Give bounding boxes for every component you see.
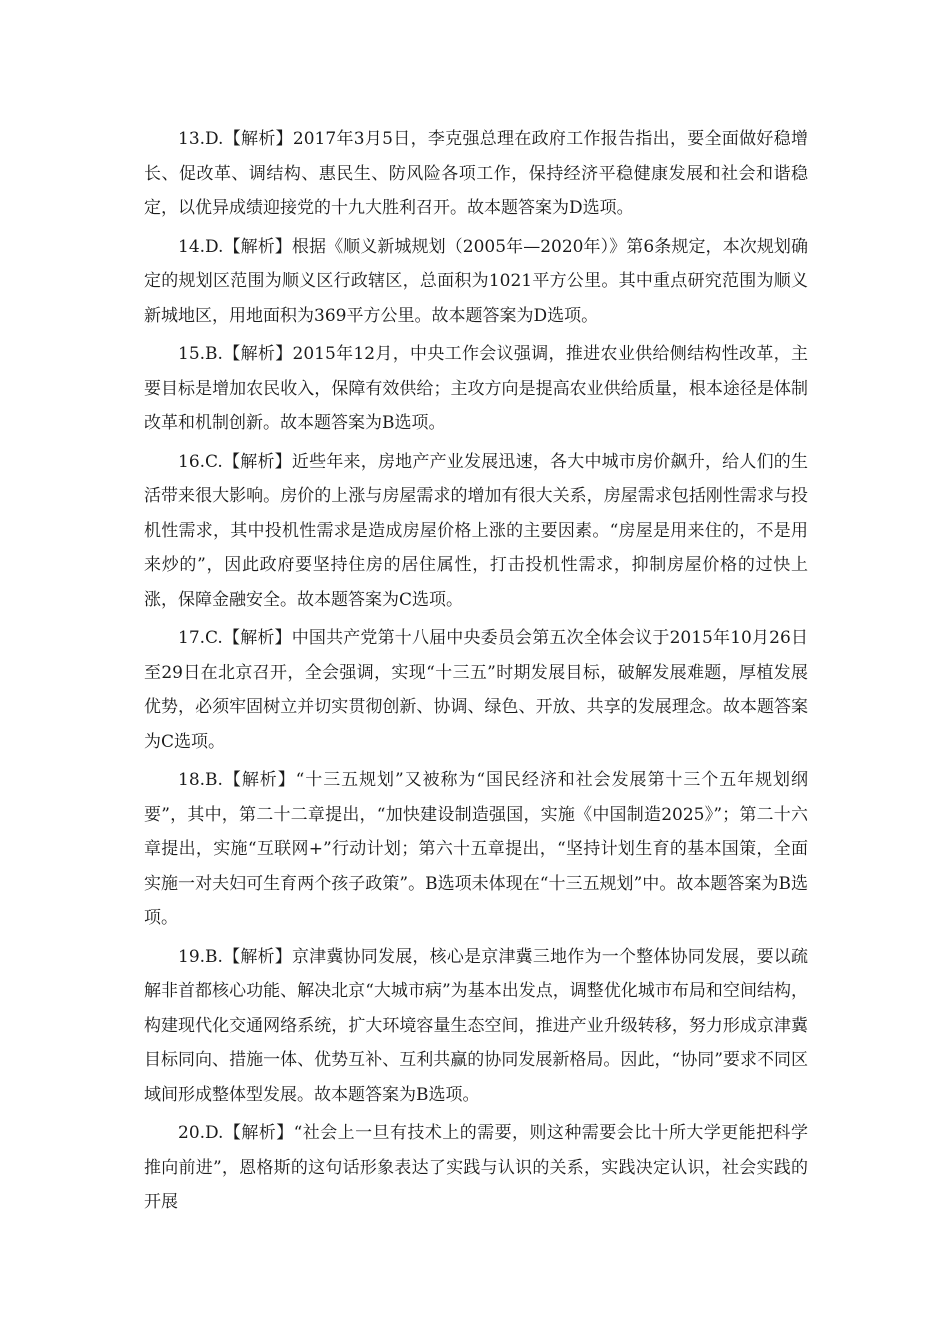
answer-13-explanation: 13.D.【解析】2017年3月5日，李克强总理在政府工作报告指出，要全面做好稳增长、促改革、调结构、惠民生、防风险各项工作，保持经济平稳健康发展和社会和谐稳定，以优异成绩迎接党的十九大胜利召开。故本题答案为D选项。 (144, 129, 808, 218)
answer-14-explanation: 14.D.【解析】根据《顺义新城规划（2005年—2020年）》第6条规定，本次规划确定的规划区范围为顺义区行政辖区，总面积为1021平方公里。其中重点研究范围为顺义新城地区，用地面积为369平方公里。故本题答案为D选项。 (144, 236, 808, 326)
answer-16-explanation: 16.C.【解析】近些年来，房地产产业发展迅速，各大中城市房价飙升，给人们的生活带来很大影响。房价的上涨与房屋需求的增加有很大关系，房屋需求包括刚性需求与投机性需求，其中投机性需求是造成房屋价格上涨的主要因素。“房屋是用来住的，不是用来炒的”，因此政府要坚持住房的居住属性，打击投机性需求，抑制房屋价格的过快上涨，保障金融安全。故本题答案为C选项。 (144, 451, 808, 610)
answer-15-explanation: 15.B.【解析】2015年12月，中央工作会议强调，推进农业供给侧结构性改革，主要目标是增加农民收入，保障有效供给；主攻方向是提高农业供给质量，根本途径是体制改革和机制创新。故本题答案为B选项。 (144, 344, 808, 433)
answer-explanations (144, 122, 808, 1220)
answer-17-explanation: 17.C.【解析】中国共产党第十八届中央委员会第五次全体会议于2015年10月26日至29日在北京召开，全会强调，实现“十三五”时期发展目标，破解发展难题，厚植发展优势，必须牢固树立并切实贯彻创新、协调、绿色、开放、共享的发展理念。故本题答案为C选项。 (144, 628, 808, 752)
answer-20-explanation: 20.D.【解析】“社会上一旦有技术上的需要，则这种需要会比十所大学更能把科学推向前进”，恩格斯的这句话形象表达了实践与认识的关系，实践决定认识，社会实践的开展 (144, 1123, 808, 1212)
answer-18-explanation: 18.B.【解析】“十三五规划”又被称为“国民经济和社会发展第十三个五年规划纲要”，其中，第二十二章提出，“加快建设制造强国，实施《中国制造2025》”；第二十六章提出，实施“互联网+”行动计划；第六十五章提出，“坚持计划生育的基本国策，全面实施一对夫妇可生育两个孩子政策”。B选项未体现在“十三五规划”中。故本题答案为B选项。 (144, 770, 808, 928)
answer-19-explanation: 19.B.【解析】京津冀协同发展，核心是京津冀三地作为一个整体协同发展，要以疏解非首都核心功能、解决北京“大城市病”为基本出发点，调整优化城市布局和空间结构，构建现代化交通网络系统，扩大环境容量生态空间，推进产业升级转移，努力形成京津冀目标同向、措施一体、优势互补、互利共赢的协同发展新格局。因此，“协同”要求不同区域间形成整体型发展。故本题答案为B选项。 (144, 946, 808, 1105)
